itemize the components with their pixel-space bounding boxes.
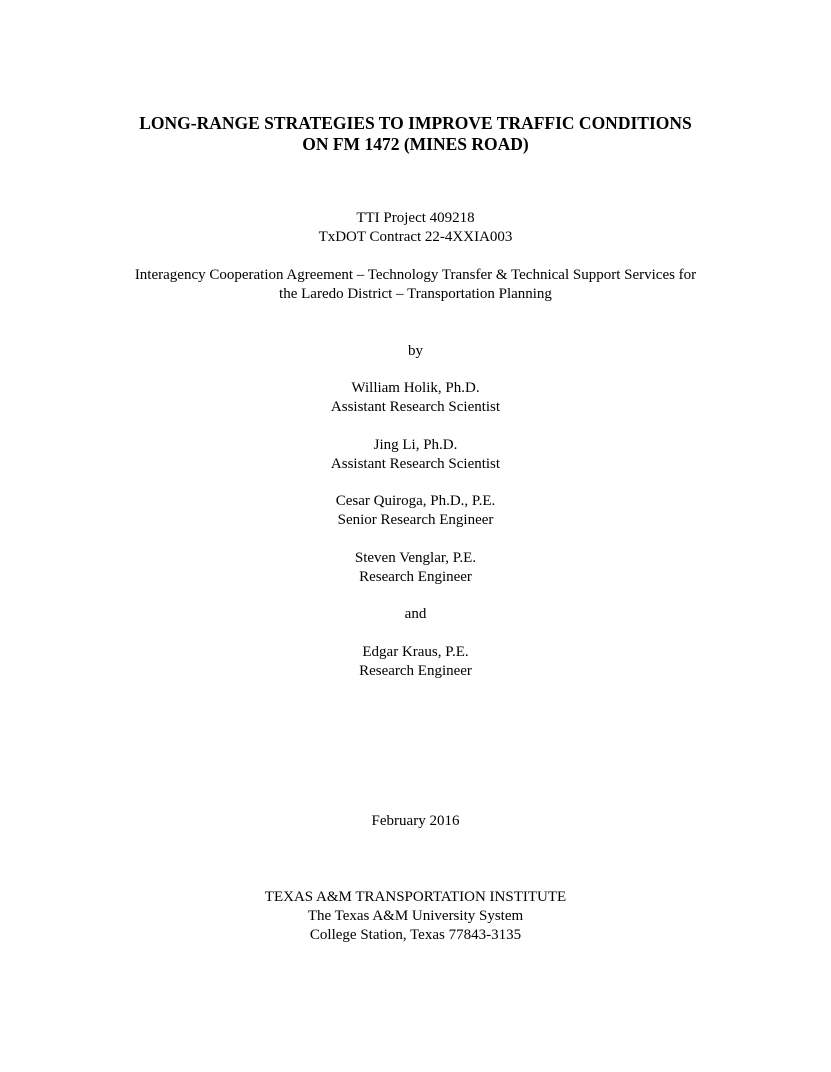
author-role: Assistant Research Scientist: [330, 456, 501, 472]
author-name: Jing Li, Ph.D.: [373, 437, 458, 453]
author-block: [0, 379, 831, 417]
institute-block: [0, 888, 831, 945]
by-label: by: [408, 343, 423, 359]
author-name: Steven Venglar, P.E.: [354, 550, 477, 566]
report-title: [0, 113, 831, 155]
author-name: William Holik, Ph.D.: [351, 380, 480, 396]
report-title-line-2: ON FM 1472 (MINES ROAD): [302, 134, 529, 154]
report-title-line-1: LONG-RANGE STRATEGIES TO IMPROVE TRAFFIC CONDITIONS: [139, 113, 692, 133]
author-block: [0, 492, 831, 530]
author-role: Assistant Research Scientist: [330, 399, 501, 415]
agreement-line-2: the Laredo District – Transportation Planning: [279, 286, 552, 302]
institute-address: College Station, Texas 77843-3135: [309, 927, 522, 943]
txdot-contract-number: TxDOT Contract 22-4XXIA003: [318, 229, 513, 245]
author-role: Research Engineer: [359, 663, 472, 679]
publication-date: February 2016: [371, 813, 460, 829]
author-block: [0, 436, 831, 474]
institute-name: TEXAS A&M TRANSPORTATION INSTITUTE: [264, 889, 567, 905]
and-label: and: [404, 606, 427, 622]
university-system: The Texas A&M University System: [307, 908, 524, 924]
author-block: [0, 643, 831, 681]
project-info: [0, 209, 831, 247]
agreement-line-1: Interagency Cooperation Agreement – Technology Transfer & Technical Support Services for: [134, 267, 697, 283]
author-role: Research Engineer: [359, 569, 472, 585]
author-block: [0, 549, 831, 587]
tti-project-number: TTI Project 409218: [356, 210, 475, 226]
author-name: Edgar Kraus, P.E.: [362, 644, 469, 660]
author-name: Cesar Quiroga, Ph.D., P.E.: [335, 493, 496, 509]
agreement-description: [0, 266, 831, 304]
author-role: Senior Research Engineer: [337, 512, 494, 528]
